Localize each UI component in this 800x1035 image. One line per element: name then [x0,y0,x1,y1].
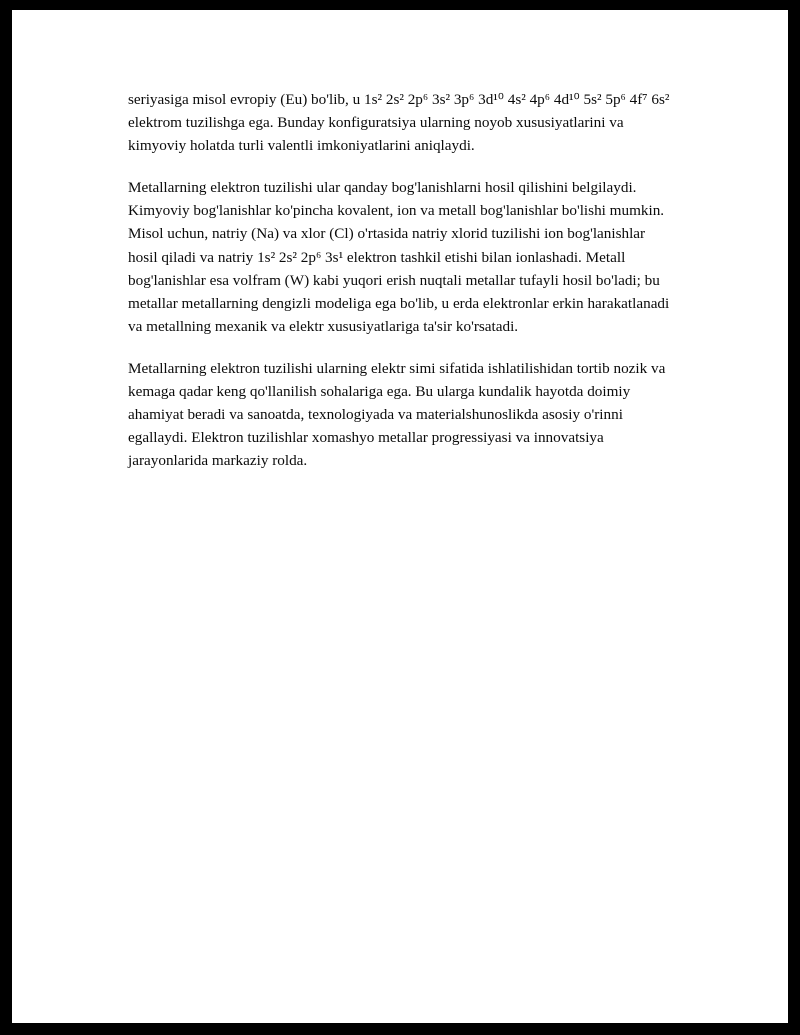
paragraph-2: Metallarning elektron tuzilishi ular qanday bog'lanishlarni hosil qilishini belgilaydi. Kimyoviy bog'lanishlar ko'pincha kovalent, ion va metall bog'lanishlar bo'lishi mumkin. Misol uchun, natriy (Na) va xlor (Cl) o'rtasida natriy xlorid tuzilishi ion bog'lanishlar hosil qiladi va natriy 1s² 2s² 2p⁶ 3s¹ elektron tashkil etishi bilan ionlashadi. Metall bog'lanishlar esa volfram (W) kabi yuqori erish nuqtali metallar tufayli hosil bo'ladi; bu metallar metallarning dengizli modeliga ega bo'lib, u erda elektronlar erkin harakatlanadi va metallning mexanik va elektr xususiyatlariga ta'sir ko'rsatadi. [128,179,670,335]
paragraph-1: seriyasiga misol evropiy (Eu) bo'lib, u 1s² 2s² 2p⁶ 3s² 3p⁶ 3d¹⁰ 4s² 4p⁶ 4d¹⁰ 5s² 5p⁶ 4f⁷ 6s² elektrom tuzilishga ega. Bunday konfiguratsiya ularning noyob xususiyatlarini va kimyoviy holatda turli valentli imkoniyatlarini aniqlaydi. [128,91,670,155]
document-text-body [128,88,676,472]
document-page [12,10,788,1023]
paragraph-3: Metallarning elektron tuzilishi ularning elektr simi sifatida ishlatilishidan tortib nozik va kemaga qadar keng qo'llanilish sohalariga ega. Bu ularga kundalik hayotda doimiy ahamiyat beradi va sanoatda, texnologiyada va materialshunoslikda asosiy o'rinni egallaydi. Elektron tuzilishlar xomashyo metallar progressiyasi va innovatsiya jarayonlarida markaziy rolda. [128,359,666,470]
